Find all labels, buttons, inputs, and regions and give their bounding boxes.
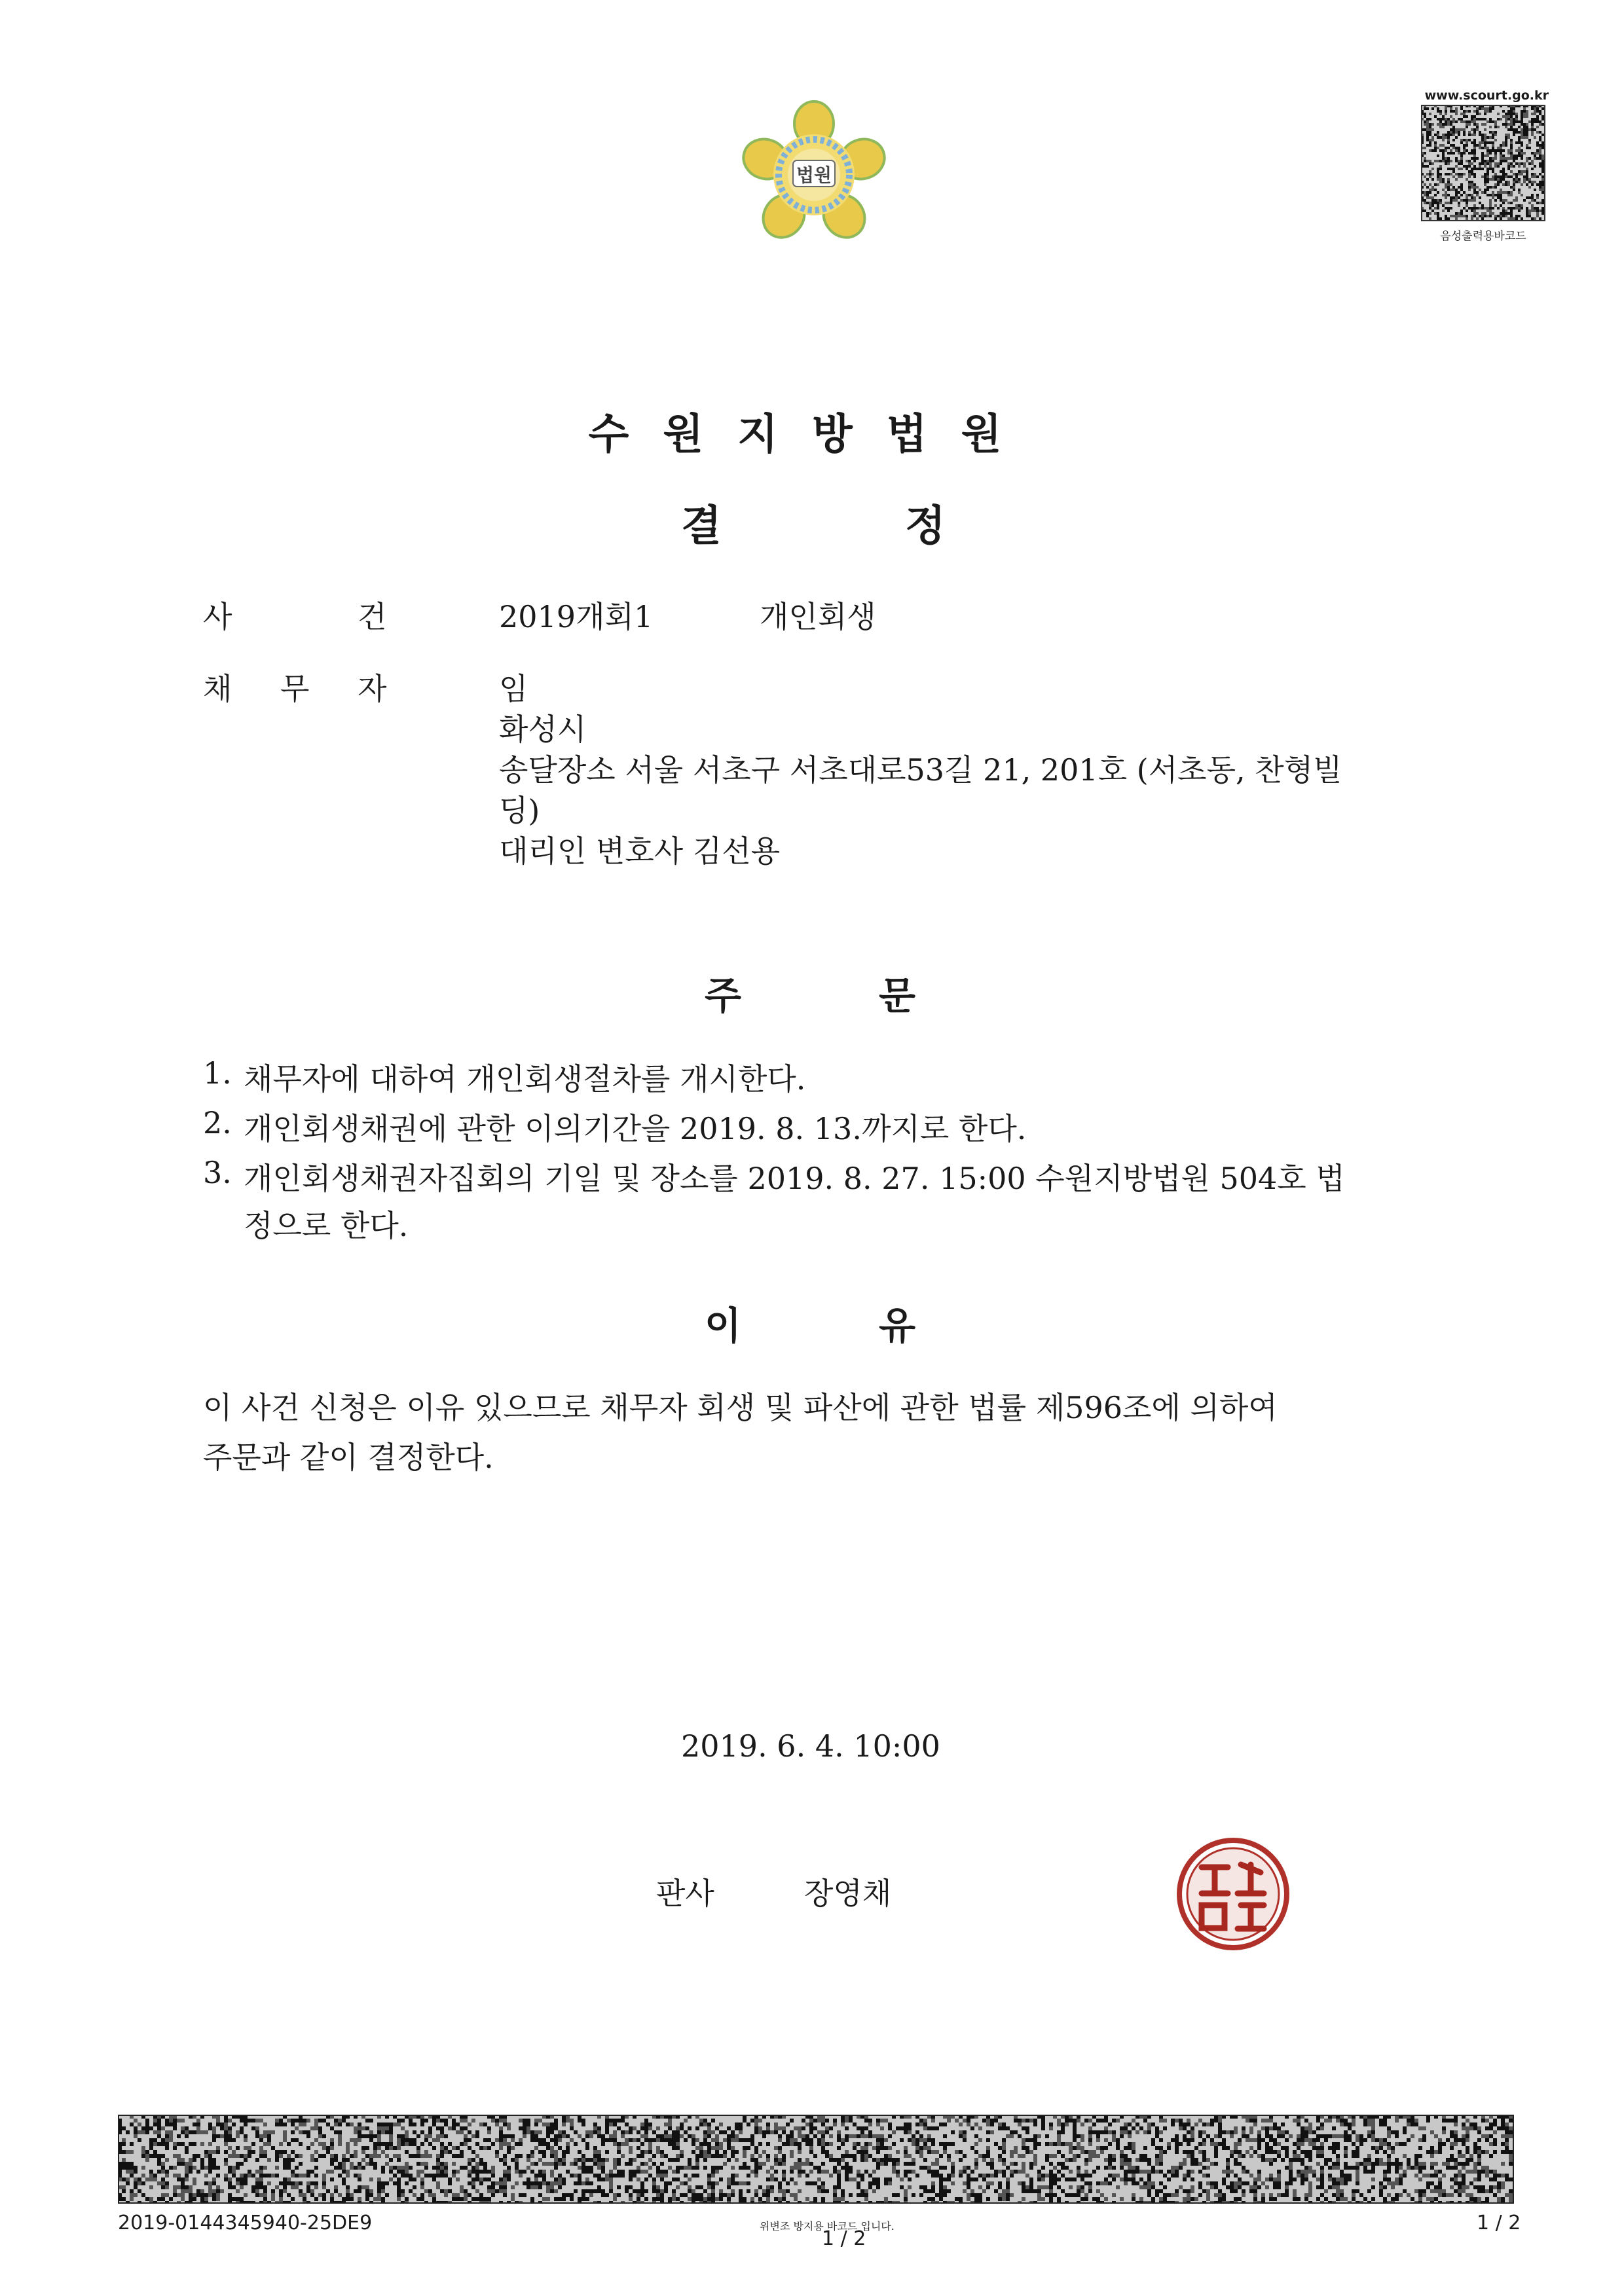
- qr-barcode-icon: [1421, 105, 1545, 221]
- emblem-label: 법원: [796, 164, 832, 186]
- page-number-right: 1 / 2: [1477, 2212, 1521, 2234]
- order-heading-char-1: 주: [705, 974, 742, 1018]
- case-label-char-1: 사: [203, 599, 232, 634]
- doc-title-char-2: 정: [905, 502, 946, 551]
- judge-seal-icon: [1172, 1833, 1294, 1955]
- order-item-1: 채무자에 대하여 개인회생절차를 개시한다.: [244, 1061, 806, 1097]
- document-id: 2019-0144345940-25DE9: [118, 2212, 373, 2234]
- debtor-label-char-1: 채: [203, 671, 232, 706]
- doc-title-char-1: 결: [681, 502, 722, 551]
- order-item-2-num: 2.: [203, 1105, 232, 1140]
- order-item-2: 개인회생채권에 관한 이의기간을 2019. 8. 13.까지로 한다.: [244, 1111, 1027, 1146]
- delivery-address-line2: 딩): [499, 793, 540, 828]
- reason-heading-char-1: 이: [705, 1303, 742, 1348]
- order-item-1-num: 1.: [203, 1055, 232, 1091]
- debtor-label-char-2: 무: [280, 671, 310, 706]
- reason-line1: 이 사건 신청은 이유 있으므로 채무자 회생 및 파산에 관한 법률 제596조에 의하여: [203, 1390, 1278, 1425]
- debtor-name: 임: [499, 671, 528, 706]
- scourt-url: www.scourt.go.kr: [1424, 88, 1549, 103]
- reason-heading-char-2: 유: [879, 1303, 916, 1348]
- reason-line2: 주문과 같이 결정한다.: [203, 1440, 494, 1475]
- page-number-center: 1 / 2: [822, 2227, 866, 2250]
- case-number: 2019개회1: [499, 599, 654, 634]
- judge-name: 장영채: [804, 1876, 892, 1911]
- forgery-note: 위변조 방지용 바코드 입니다.: [760, 2220, 895, 2232]
- order-item-3-line2: 정으로 한다.: [244, 1208, 409, 1243]
- order-item-3-line1: 개인회생채권자집회의 기일 및 장소를 2019. 8. 27. 15:00 수원지방법원 504호 법: [244, 1161, 1345, 1196]
- delivery-address-line1: 송달장소 서울 서초구 서초대로53길 21, 201호 (서초동, 찬형빌: [499, 752, 1342, 788]
- case-type: 개인회생: [760, 599, 876, 634]
- judge-title: 판사: [656, 1876, 714, 1911]
- court-name: 수원지방법원: [588, 410, 1036, 459]
- decision-date: 2019. 6. 4. 10:00: [681, 1728, 940, 1764]
- debtor-agent: 대리인 변호사 김선용: [499, 833, 781, 869]
- case-label-char-2: 건: [358, 599, 387, 634]
- debtor-label-char-3: 자: [358, 671, 387, 706]
- qr-caption: 음성출력용바코드: [1440, 230, 1526, 243]
- order-heading-char-2: 문: [879, 974, 916, 1018]
- anti-forgery-barcode-icon: [118, 2115, 1514, 2204]
- order-item-3-num: 3.: [203, 1155, 232, 1190]
- debtor-city: 화성시: [499, 712, 587, 747]
